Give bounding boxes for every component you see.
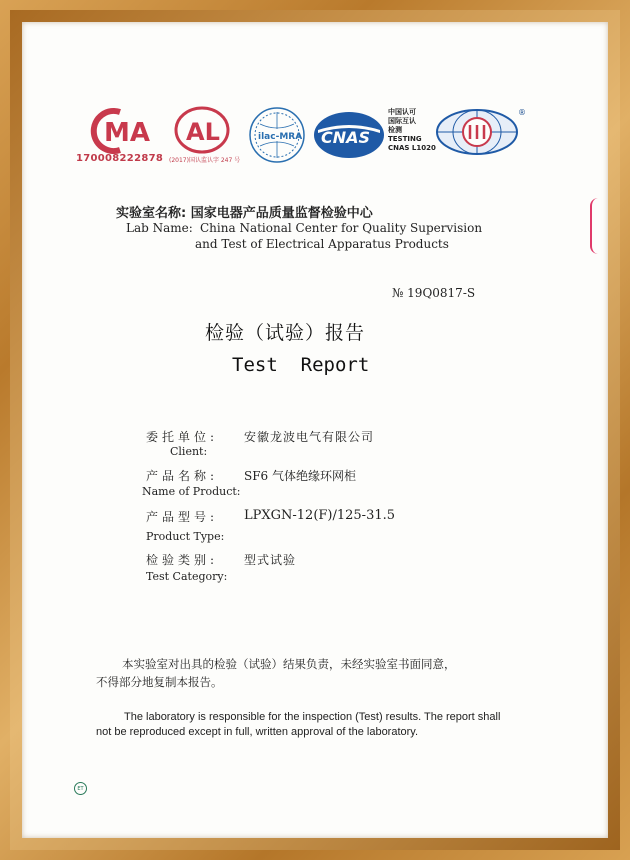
- lab-name-cn: [116, 202, 373, 221]
- lab-name-value-en-line1: China National Center for Quality Supervision: [200, 221, 483, 235]
- product-type-label-en: Product Type:: [146, 530, 225, 543]
- cma-code: 170008222878: [76, 153, 164, 164]
- cnas-logo: [312, 110, 386, 164]
- test-category-label-en: Test Category:: [146, 570, 228, 583]
- cnas-line: 国际互认: [388, 117, 416, 125]
- report-number: № 19Q0817-S: [392, 286, 476, 300]
- cal-code: (2017)国认监认字 247 号: [169, 157, 241, 164]
- report-title-en: Test Report: [232, 354, 370, 376]
- disclaimer-cn-line2: 不得部分地复制本报告。: [96, 675, 223, 689]
- report-title-cn: 检验（试验）报告: [205, 322, 366, 344]
- disclaimer-cn: [96, 655, 538, 691]
- cal-logo-text: AL: [186, 118, 220, 146]
- partial-seal-stamp: [590, 198, 602, 254]
- ilac-mra-logo-text: ilac-MRA: [258, 132, 303, 142]
- product-name-label-cn: 产品名称:: [146, 469, 219, 483]
- disclaimer-en-line2: not be reproduced except in full, written approval of the laboratory.: [96, 726, 419, 738]
- disclaimer-en-line1: The laboratory is responsible for the inspection (Test) results. The report shall: [124, 711, 501, 723]
- cnas-accreditation-text: [388, 108, 436, 153]
- cnas-line: TESTING: [388, 135, 422, 143]
- product-name-value: SF6 气体绝缘环网柜: [244, 469, 356, 483]
- disclaimer-cn-line1: 本实验室对出具的检验（试验）结果负责，未经实验室书面同意，: [122, 657, 456, 671]
- client-value: 安徽龙波电气有限公司: [244, 430, 375, 444]
- lab-name-value-cn: 国家电器产品质量监督检验中心: [190, 206, 373, 221]
- footer-logo-mark: [74, 782, 87, 795]
- cma-logo: [80, 108, 164, 158]
- client-label-en: Client:: [170, 445, 208, 458]
- lab-name-label-en: Lab Name:: [126, 221, 193, 235]
- ilac-mra-logo: [248, 106, 306, 168]
- cnas-line: CNAS L1020: [388, 144, 436, 152]
- globe-logo: [435, 108, 519, 160]
- test-category-label-cn: 检验类别:: [146, 553, 219, 567]
- lab-name-label-cn: 实验室名称:: [116, 206, 187, 221]
- lab-name-value-en-line2: and Test of Electrical Apparatus Products: [195, 237, 449, 251]
- client-label-cn: 委托单位:: [146, 430, 219, 444]
- cnas-line: 中国认可: [388, 108, 416, 116]
- cma-logo-text: MA: [104, 118, 150, 148]
- cal-logo: [174, 106, 230, 160]
- product-name-label-en: Name of Product:: [142, 485, 241, 498]
- test-category-value: 型式试验: [244, 553, 297, 567]
- cnas-logo-text: CNAS: [321, 128, 371, 147]
- product-type-value: LPXGN-12(F)/125-31.5: [244, 508, 396, 523]
- registered-mark: ®: [518, 108, 526, 117]
- report-page: [22, 22, 608, 838]
- disclaimer-en: [96, 710, 536, 740]
- cnas-line: 检测: [388, 126, 402, 134]
- footer-logo-text: ET: [77, 786, 84, 792]
- product-type-label-cn: 产品型号:: [146, 510, 219, 524]
